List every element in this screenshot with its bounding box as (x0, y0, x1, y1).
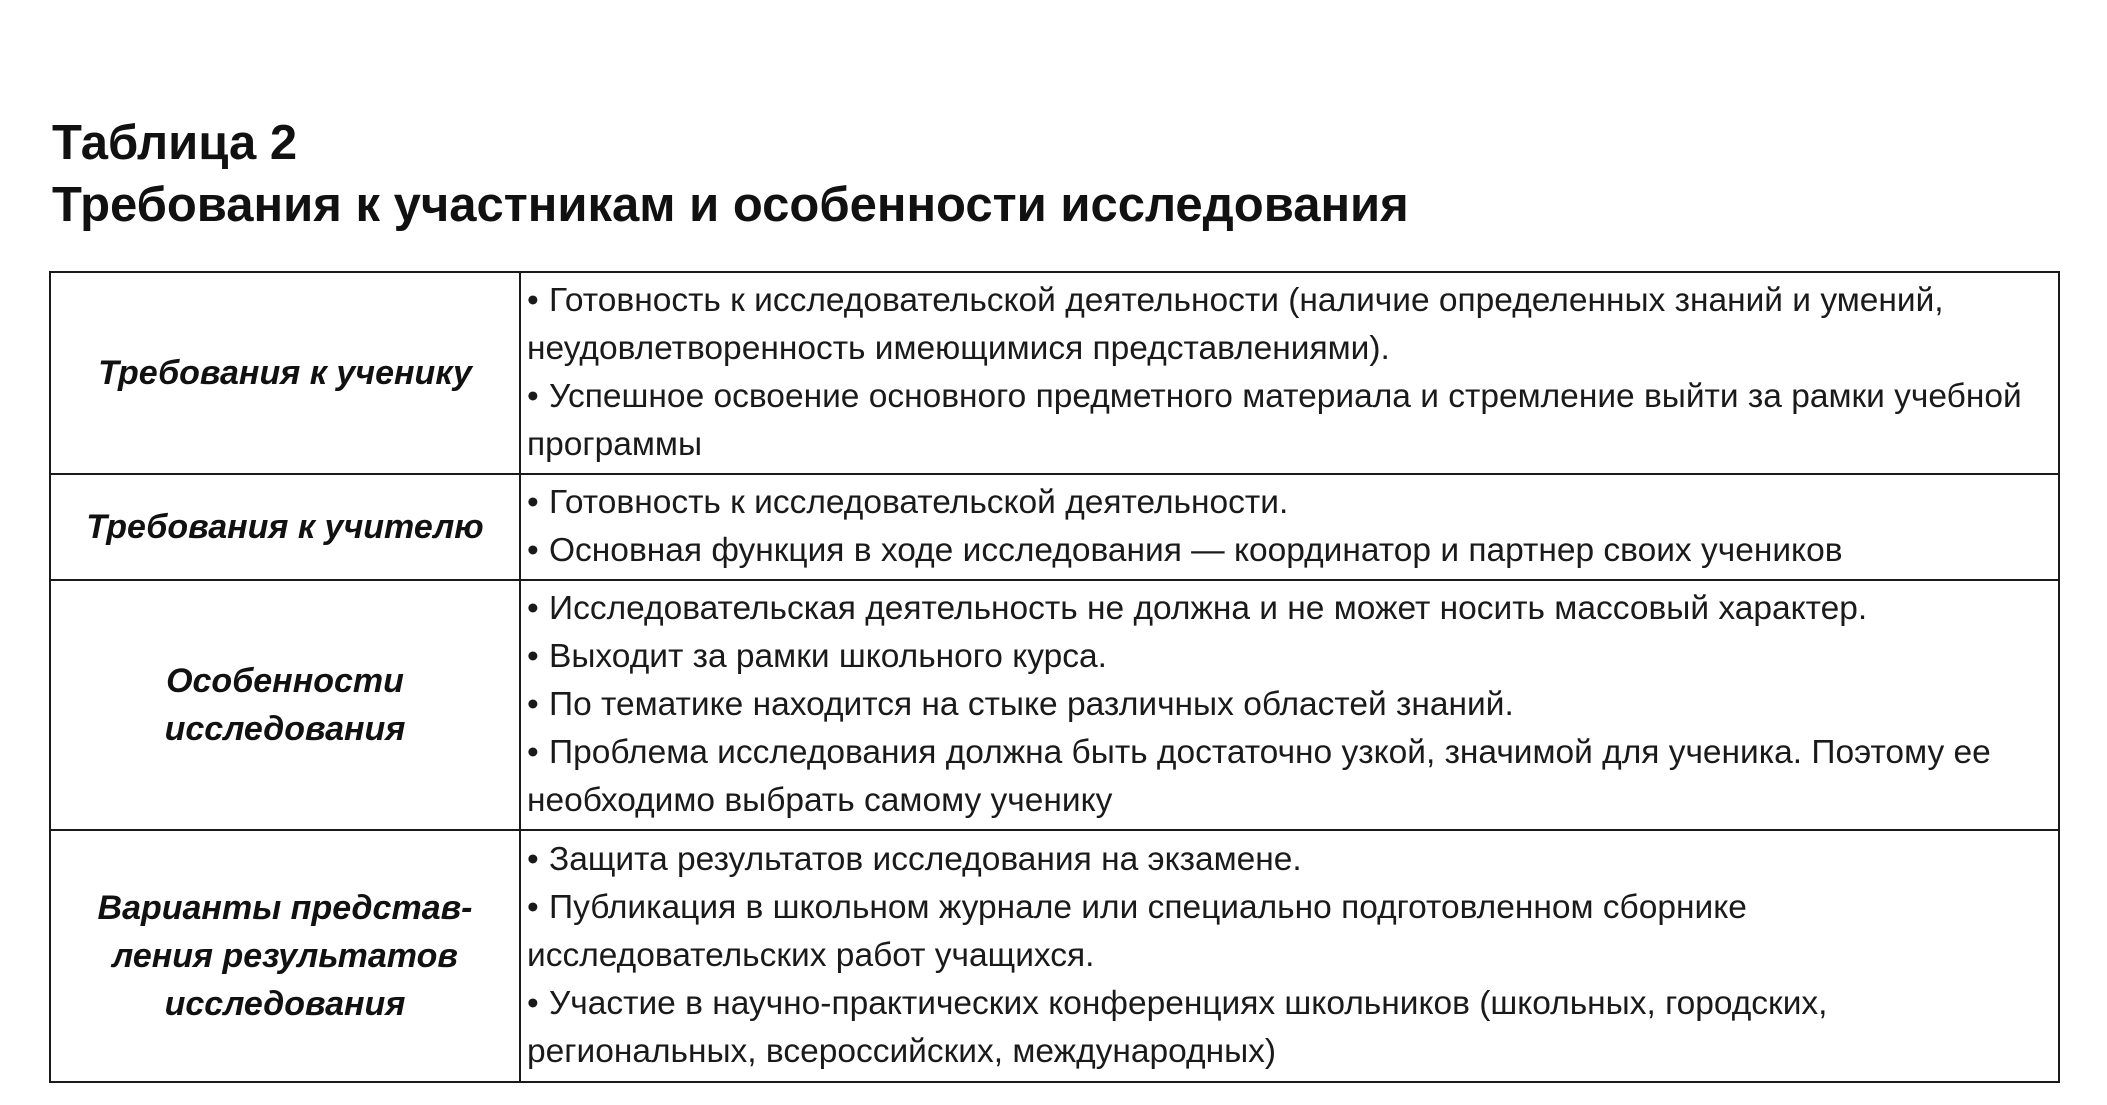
bullet-item: • Проблема исследования должна быть достаточно узкой, значимой для ученика. Поэтому ее необходимо выбрать самому ученику (527, 734, 1991, 819)
table-row (50, 272, 2059, 474)
row-content-result-presentation (520, 830, 2059, 1082)
row-label-line: Требования к учителю (86, 508, 484, 546)
bullet-item: • Публикация в школьном журнале или специально подготовленном сборнике исследовательских работ учащихся. (527, 889, 1747, 974)
requirements-table (49, 271, 2060, 1083)
row-content-research-features (520, 580, 2059, 830)
row-label-line: исследования (164, 710, 406, 748)
table-title: Требования к участникам и особенности исследования (52, 178, 1409, 232)
bullet-item: • Защита результатов исследования на экзамене. (527, 841, 1302, 878)
bullet-item: • Готовность к исследовательской деятельности (наличие определенных знаний и умений, неудовлетворенность имеющимися представлениями). (527, 282, 1944, 367)
table-row (50, 830, 2059, 1082)
table-number: Таблица 2 (52, 116, 298, 170)
bullet-item: • Исследовательская деятельность не должна и не может носить массовый характер. (527, 590, 1868, 627)
row-label-result-presentation (50, 830, 520, 1082)
row-label-student-requirements (50, 272, 520, 474)
bullet-item: • Успешное освоение основного предметного материала и стремление выйти за рамки учебной программы (527, 378, 2022, 463)
row-label-line: Требования к ученику (98, 354, 472, 392)
page-header (52, 112, 2052, 236)
row-content-student-requirements (520, 272, 2059, 474)
row-label-line: ления результатов (112, 937, 458, 975)
row-content-teacher-requirements (520, 474, 2059, 580)
row-label-research-features (50, 580, 520, 830)
bullet-item: • Основная функция в ходе исследования — координатор и партнер своих учеников (527, 532, 1843, 569)
row-label-line: Особенности (166, 662, 404, 700)
row-label-teacher-requirements (50, 474, 520, 580)
bullet-item: • Выходит за рамки школьного курса. (527, 638, 1107, 675)
table-row (50, 474, 2059, 580)
bullet-item: • Участие в научно-практических конференциях школьников (школьных, городских, региональных, всероссийских, международных) (527, 985, 1828, 1070)
table-row (50, 580, 2059, 830)
row-label-line: исследования (164, 985, 406, 1023)
bullet-item: • По тематике находится на стыке различных областей знаний. (527, 686, 1514, 723)
bullet-item: • Готовность к исследовательской деятельности. (527, 484, 1289, 521)
row-label-line: Варианты представ- (97, 889, 473, 927)
